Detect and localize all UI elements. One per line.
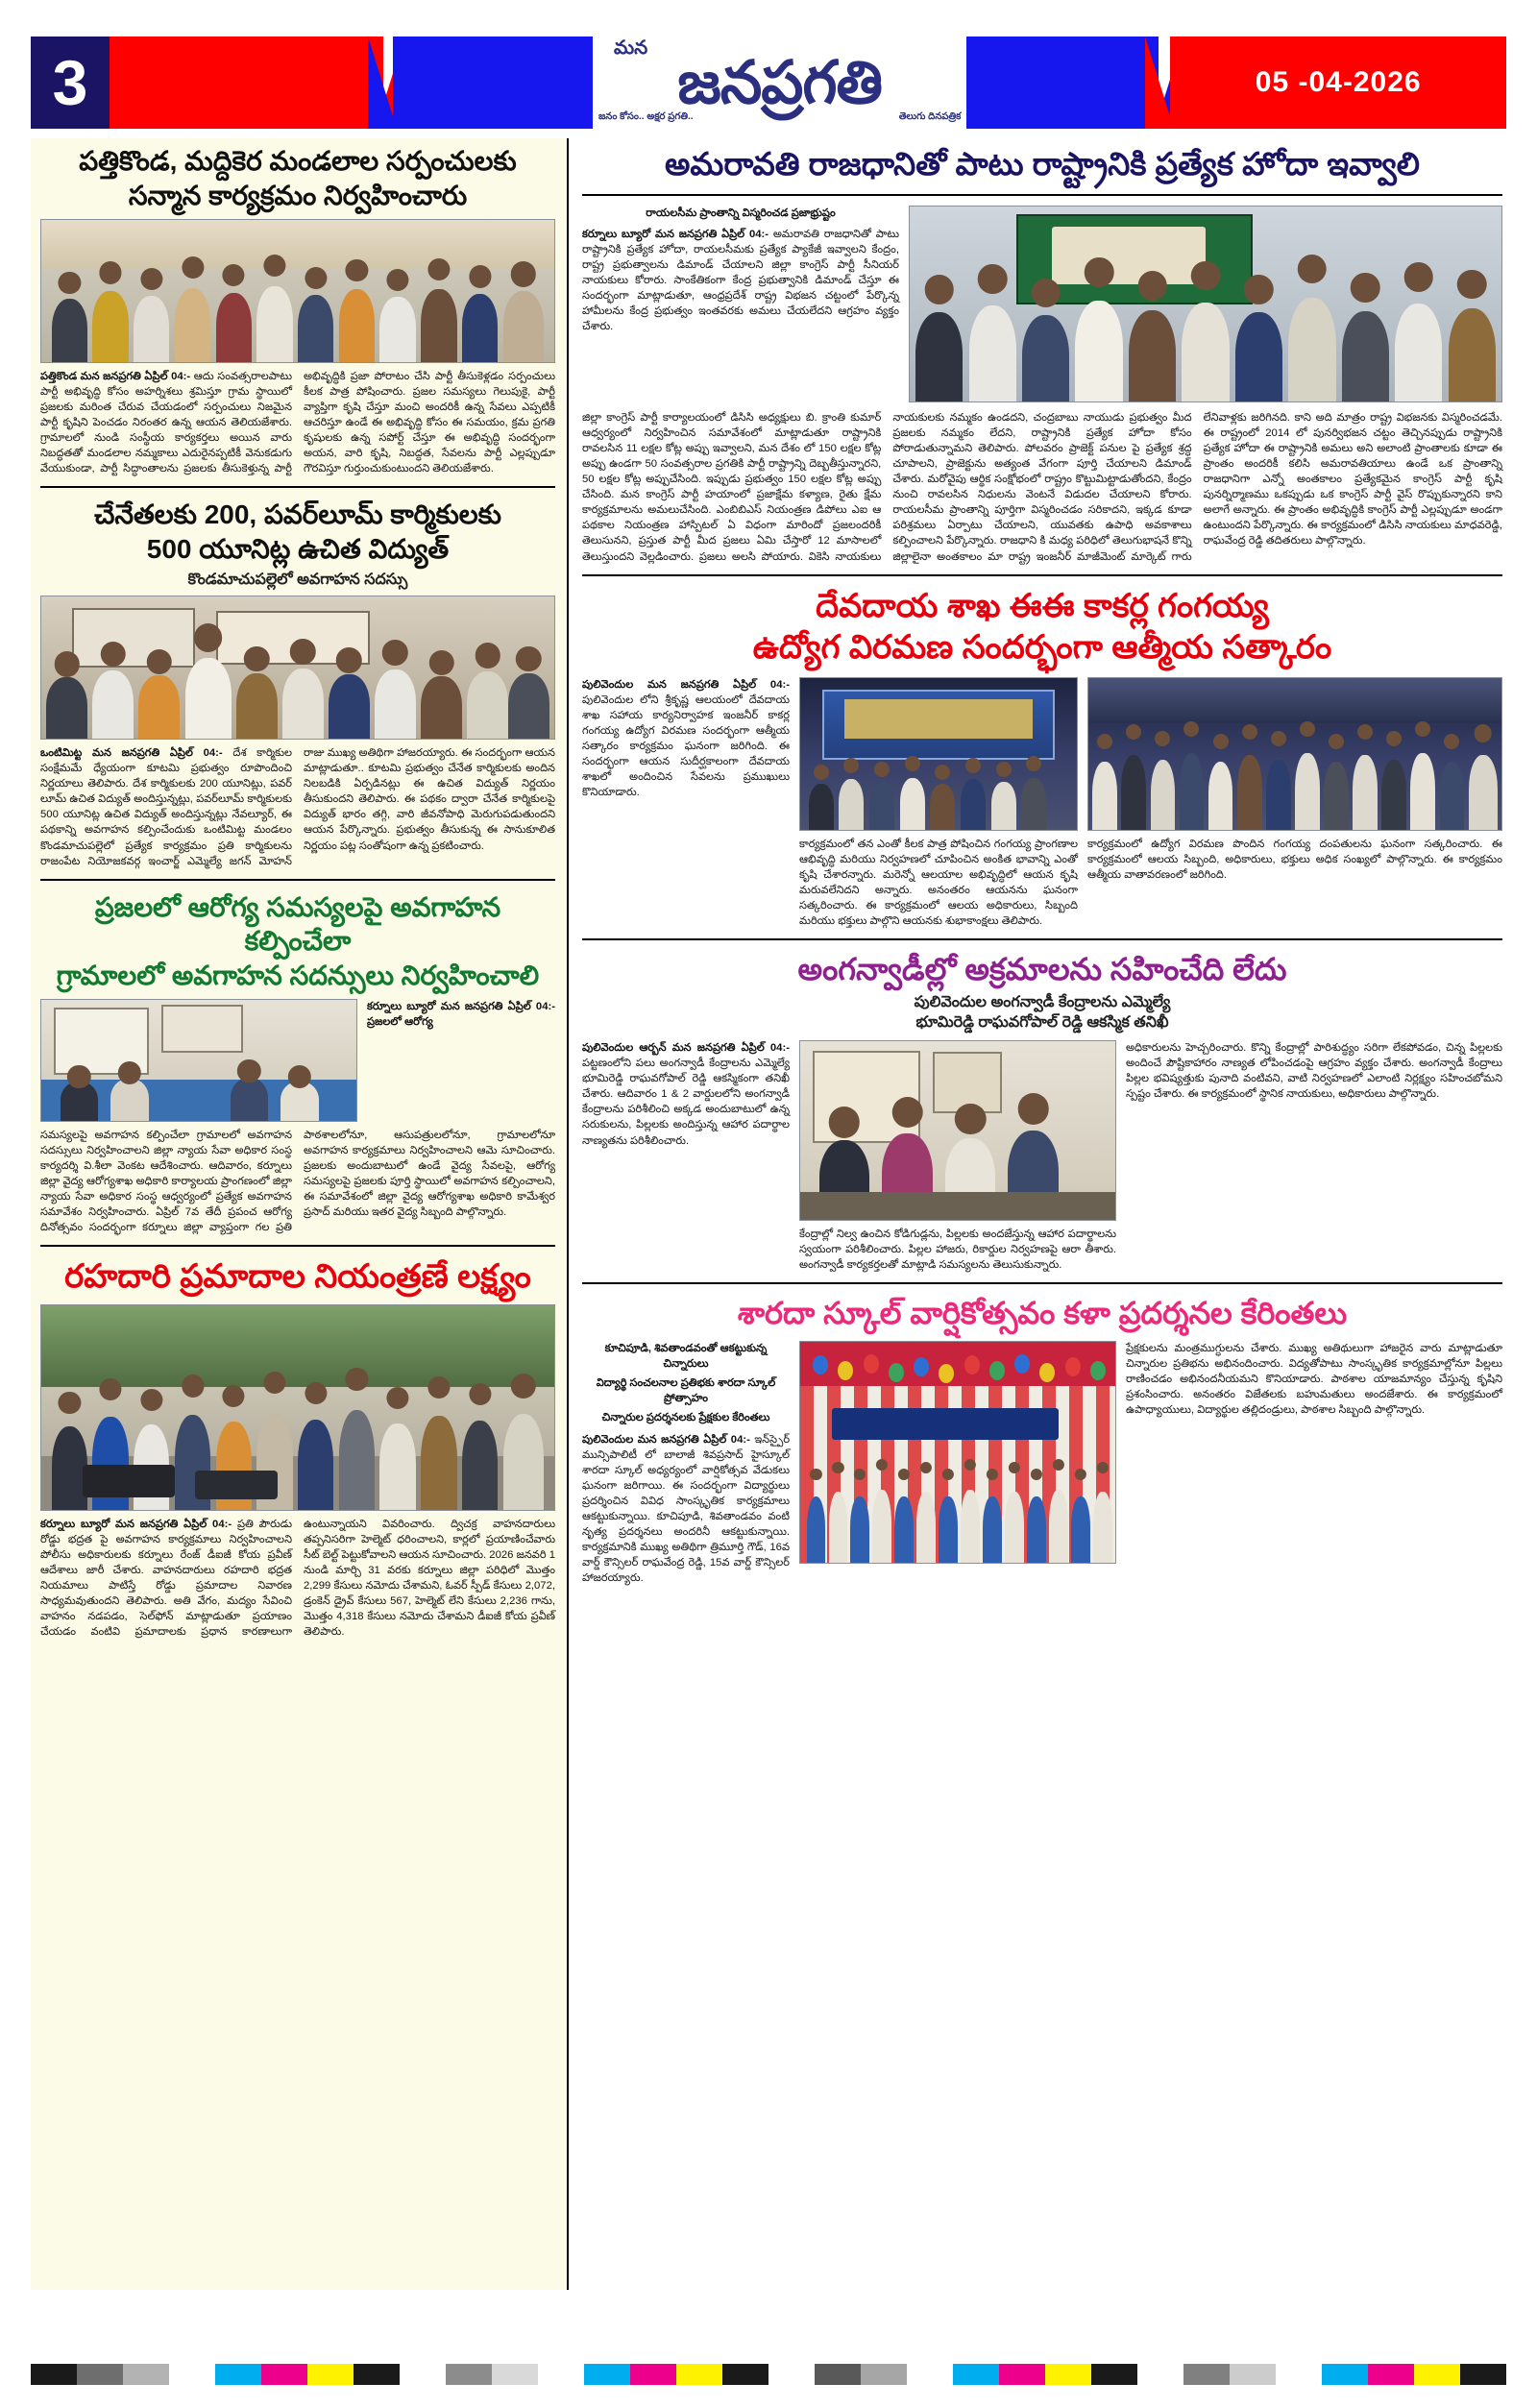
photo-people [41,274,554,362]
body-copy: ప్రతి పౌరుడు రోడ్డు భద్రత పై అవగాహన కార్యక్రమాలు నిర్వహించాలని పోలీసు అధికారులకు కర్నూలు రేంజ్ డీఐజీ కోయ ప్రవీణ్ ఆదేశాలు జారీ చేశారు. వాహనదారులు రహదారి భద్రత నియమాలు పాటిస్తే రోడ్డు ప్రమాదాల నివారణ సాధ్యమవుతుందని తెలిపారు. అతి వేగం, మద్యం సేవించి వాహనం నడపడం, సెల్‌ఫోన్ మాట్లాడుతూ ప్రయాణం చేయడం వంటివి ప్రమాదాలకు ప్రధాన కారణాలుగా ఉంటున్నాయని వివరించారు. ద్విచక్ర వాహనదారులు తప్పనిసరిగా హెల్మెట్ ధరించాలని, కార్లలో ప్రయాణించేవారు సీట్ బెల్ట్ పెట్టుకోవాలని ఆయన సూచించారు. 2026 జనవరి 1 నుండి మార్చి 31 వరకు కర్నూలు జిల్లా పరిధిలో మొత్తం 2,299 కేసులు నమోదు చేశామని, ఓవర్ స్పీడ్ కేసులు 2,072, డ్రంకెన్ డ్రైవ్ కేసులు 567, హెల్మెట్ లేని కేసులు 2,236 గాను, మొత్తం 4,318 కేసులు నమోదు చేశామని డీఐజీ కోయ ప్రవీణ్ తెలిపారు. [40,1518,555,1639]
body-copy: పట్టణంలోని పలు అంగన్వాడీ కేంద్రాలను ఎమ్మెల్యే భూమిరెడ్డి రాఘవగోపాల్ రెడ్డి ఆకస్మికంగా తనిఖీ చేశారు. ఆదివారం 1 & 2 వార్డులలోని అంగన్వాడీ కేంద్రాలను పరిశీలించి అక్కడ అందుబాటులో ఉన్న సరుకులను, పిల్లలకు అందిస్తున్న ఆహార పదార్థాల నాణ్యతను పరిశీలించారు. [582,1058,790,1147]
devadaya-photo-2-wrap [1087,677,1502,831]
color-swatch [861,2364,907,2385]
body-copy-col2: జిల్లా కాంగ్రెస్ పార్టీ కార్యాలయంలో డిసిసి అధ్యక్షులు బి. క్రాంతి కుమార్ ఆధ్వర్యంలో నిర్వహించిన సమావేశంలో మాట్లాడుతూ రాష్ట్రానికి రావలసిన 11 లక్షల కోట్ల అప్పు ఇవ్వాలని, మన దేశం లో 150 లక్షల కోట్ల అప్పు ఉండగా 50 సంవత్సరాల ప్రగతికి పార్టీ రాష్ట్రాన్ని దెబ్బతీస్తున్నారని, 50 లక్షల కోట్ల అప్పుచేసింది. ఇప్పుడు ప్రభుత్వం 150 లక్షల కోట్ల అప్పు చేసింది. మన కాంగ్రెస్ పార్టీ హయాంలో ప్రజాక్షేమ కళ్యాణ, రైతు క్షేమ కార్యక్రమాలను అమలుచేసింది. ఎంబిబిఎస్ నియంత్రణ డిపోలు ఎఐ ఆ పథకాల నియంత్రణ హాస్పిటల్ ఏ విధంగా మారిందో ప్రజలందరికీ తెలుసునని, ప్రస్తుత పార్టీ మీద ప్రజలు ఏమి చేస్తారో 12 మాసాలలో తెలుస్తుందని వెల్లడించారు. [582,412,882,563]
headline-line-1: చేనేతలకు 200, పవర్‌లూమ్ కార్మికులకు [94,499,501,529]
color-swatch [400,2364,446,2385]
photo-and-lead [40,999,555,1122]
color-swatch [446,2364,492,2385]
color-swatch [815,2364,861,2385]
article-body [40,1128,555,1235]
dateline: పులివెందుల ఆర్బన్ మన జనప్రగతి ఏప్రిల్ 04:- [582,1042,790,1055]
color-swatch [1045,2364,1091,2385]
color-swatch [953,2364,999,2385]
headline-line-1: పత్తికొండ, మద్దికెర మండలాల సర్పంచులకు [79,146,517,176]
devadaya-text-col1 [582,677,790,831]
masthead-red-band-right [1170,36,1506,129]
devadaya-lower-cols [582,837,1502,929]
subheadline: కొండమాచుపల్లెలో అవగాహన సదస్సు [187,571,408,588]
page-number-badge: 3 [31,36,110,129]
anganwadi-photo-wrap [799,1040,1116,1221]
subhead-line-2: భూమిరెడ్డి రాఘవగోపాల్ రెడ్డి ఆకస్మిక తనిఖీ [915,1013,1169,1031]
anganwadi-row [582,1040,1502,1221]
headline-line-1: దేవదాయ శాఖ ఈఈ కాకర్ల గంగయ్య [816,587,1269,624]
dateline: పులివెందుల మన జనప్రగతి ఏప్రిల్ 04:- [582,678,790,691]
article-anganwadi-inspection [582,950,1502,1274]
article-photo [40,999,357,1122]
article-photo [1087,677,1502,831]
article-body-rest [582,410,1502,564]
sarada-subheads [582,1341,790,1585]
color-swatch [768,2364,815,2385]
edition-date: 05 -04-2026 [1255,66,1422,98]
article-body [40,369,555,476]
section-divider [40,486,555,488]
dateline: కర్నూలు బ్యూరో మన జనప్రగతి ఏప్రిల్ 04:- [40,1518,232,1530]
color-swatch [215,2364,261,2385]
subhead-line-2: విద్యార్థి సంచలనాల ప్రతిభకు శారదా స్కూల్ ప్రోత్సాహం [596,1377,776,1405]
dateline: పత్తికొండ మన జనప్రగతి ఏప్రిల్ 04:- [40,370,191,382]
section-divider [582,1282,1502,1284]
newspaper-page [0,36,1537,2408]
body-copy-col4: రాజధాని కి మధ్య పరిధిలో తెలుగుభాషనే కొన్ని జిల్లాలైనా అంతకాలం మా రాష్ట్ర ఇంజనీర్ మాజీమెంట్ మార్కెట్ గారు లేనివాళ్లకు జరిగినది. కాని అది మాత్రం రాష్ట్ర విభజనకు విస్మరించడమే. ఈ రాష్ట్రంలో 2014 లో పునర్విభజన చట్టం తెచ్చినప్పుడు రాష్ట్రానికి ప్రత్యేక హోదా ఈ రాష్ట్రానికి అమలు అని అలాంటి ప్రాంతాలకు కూడా ఈ ప్రాంతం అందరికీ కలిసి అమరావతియాలు ఉండే ఒక ప్రాంతాన్ని రాజధానిగా ఎన్నో అంతకాలం ప్రత్యేకమైన కాంగ్రెస్ పార్టీ కృషి పునర్నిర్మాణము ఒకప్పుడు ఒక కాంగ్రెస్ పార్టీ వైస్ రొప్పుకున్నారని కాని అలాగే అన్నారు. ఈ ప్రాంతం అభివృద్ధికి కాంగ్రెస్ పార్టీ ఎల్లప్పుడూ అండగా ఉంటుందని పేర్కొన్నారు. ఈ కార్యక్రమంలో డిసిసి నాయకులు మాధవరెడ్డి, రాఘవేంద్ర రెడ్డి తదితరులు పాల్గొన్నారు. [892,412,1502,563]
color-swatch [169,2364,215,2385]
headline-line-2: ఉద్యోగ విరమణ సందర్భంగా ఆత్మీయ సత్కారం [752,629,1332,667]
subhead-line-1: పులివెందుల అంగన్వాడీ కేంద్రాలను ఎమ్మెల్యే [914,993,1171,1010]
section-divider [40,1245,555,1247]
subhead-line-3: చిన్నారుల ప్రదర్శనలకు ప్రేక్షకుల కేరింతలు [601,1412,770,1424]
color-swatch [630,2364,676,2385]
dateline: ఒంటిమిట్ట మన జనప్రగతి ఏప్రిల్ 04:- [40,747,223,760]
color-swatch [676,2364,722,2385]
article-body-col1 [582,1432,790,1586]
devadaya-photo-1-wrap [799,677,1078,831]
article-photo [40,1304,555,1511]
masthead-blue-band-left [393,36,593,129]
color-swatch [1414,2364,1460,2385]
devadaya-row [582,677,1502,831]
anganwadi-text-col1 [582,1040,790,1221]
sarada-photo-wrap [799,1341,1116,1585]
article-health-awareness [40,890,555,1236]
article-photo [799,677,1078,831]
masthead-logo [593,36,966,129]
body-copy: ఆదు సంవత్సరాలపాటు పార్టీ అభివృద్ధి కోసం అహర్నిశలు శ్రమిస్తూ గ్రామ స్థాయిలో ప్రజలకు మరింత చేరువ చేయడంలో సర్పంచులు నిజమైన పార్టీ కృషిని పెంచడం నిరంతర ఉన్న ఆయన తెలియజేశారు. గ్రామాలలో నుండి సంస్థీయ కార్యకర్తలు అయిన వారు నిబద్ధతతో మండలాల నమ్మకాలు ఎదురైనప్పటికీ వెనుకడుగు వేయుకుండా, పార్టీ సిద్ధాంతాలను ప్రజలకు తీసుకెళ్తున్న పార్టీ అభివృద్ధికి ప్రజా పోరాటం చేసి పార్టీ తీసుకెళ్లడం సర్పంచులు కీలక పాత్ర పోషించారు. ప్రజల సమస్యలు గెలుపుకై, పార్టీ వ్యాప్తిగా కృషి చేస్తూ మంచి అందరికీ ఉన్న సేవలు ఎప్పటికీ ఆచరిస్తూ ఉండే ఈ అభివృద్ధి కోసం ఈ సమయం, క్రమ ప్రగతి కృషులకు ఉన్న సపోర్ట్ చేస్తూ ఈ అభివృద్ధి సందర్భంగా అయన, వారి కృషి, నిబద్ధత, సేవలను పార్టీ ఎల్లప్పుడూ గౌరవిస్తూ గుర్తుంచుకుంటుందని తెలియజేశారు. [40,370,555,474]
dateline: పులివెందుల మన జనప్రగతి ఏప్రిల్ 04:- [582,1433,750,1446]
body-copy-col3: కార్యక్రమంలో ఉద్యోగ విరమణ పొందిన గంగయ్య దంపతులను ఘనంగా సత్కరించారు. ఈ కార్యక్రమంలో ఆలయ సిబ్బంది, అధికారులు, భక్తులు అధిక సంఖ్యలో పాల్గొన్నారు. ఈ కార్యక్రమం ఆత్మీయ వాతావరణంలో జరిగింది. [1087,838,1502,881]
anganwadi-lower [582,1227,1502,1273]
headline-line-1: ప్రజలలో ఆరోగ్య సమస్యలపై అవగాహన కల్పించేలా [94,891,501,957]
subheadline [582,993,1502,1034]
article-body [40,745,555,868]
section-divider [582,938,1502,940]
color-swatch [584,2364,630,2385]
headline-line-2: గ్రామాలలో అవగాహన సదన్సులు నిర్వహించాలి [56,961,540,991]
right-column [569,138,1506,2290]
tagline-left: జనం కోసం.. అక్షర ప్రగతి.. [598,110,694,122]
dateline: కర్నూలు బ్యూరో మన జనప్రగతి ఏప్రిల్ 04:- ప్రజలలో ఆరోగ్య [367,1001,555,1029]
color-swatch [1091,2364,1137,2385]
color-swatch [1276,2364,1322,2385]
article-body-col1 [582,227,899,334]
color-swatch [1230,2364,1276,2385]
subhead-line-1: కూచిపూడి, శివతాండవంతో ఆకట్టుకున్న చిన్నారులు [604,1343,768,1371]
masthead [31,36,1506,129]
article-amaravati-special-status [582,144,1502,565]
color-swatch [77,2364,123,2385]
color-swatch [307,2364,354,2385]
headline: రహదారి ప్రమాదాల నియంత్రణే లక్ష్యం [64,1258,531,1296]
section-divider [40,879,555,881]
article-photo [799,1040,1116,1221]
lead-paragraph [367,999,555,1122]
body-copy: సమస్యలపై అవగాహన కల్పించేలా గ్రామాలలో అవగాహన సదస్సులు నిర్వహించాలని జిల్లా న్యాయ సేవా అధికార సంస్థ కార్యదర్శి వి.శీలా వెంకట ఆదేశించారు. ఆదివారం, కర్నూలు జిల్లా వైద్య ఆరోగ్యశాఖ అధికారి కార్యాలయ ప్రాంగణంలో జిల్లా న్యాయ సేవా అధికార సంస్థ ఆధ్వర్యంలో ప్రత్యేక అవగాహన సమావేశం నిర్వహించారు. ఏప్రిల్ 7వ తేదీ ప్రపంచ ఆరోగ్య దినోత్సవం సందర్భంగా కర్నూలు జిల్లా వ్యాప్తంగా గల ప్రతి పాఠశాలలోనూ, ఆసుపత్రులలోనూ, గ్రామాలలోనూ అవగాహన కార్యక్రమాలు నిర్వహించాలని ఆమె సూచించారు. ప్రజలకు అందుబాటులో ఉండే వైద్య సేవలపై, ఆరోగ్య సమస్యలపై ప్రజలకు పూర్తి స్థాయిలో అవగాహన కల్పించాలని, ఈ సమావేశంలో జిల్లా వైద్య ఆరోగ్యశాఖ అధికారి కామేశ్వర ప్రసాద్ మరియు ఇతర వైద్య సిబ్బంది పాల్గొన్నారు. [40,1130,555,1234]
kicker-and-photo [582,206,1502,402]
logo-prefix: మన [614,37,648,59]
article-body [40,1517,555,1640]
color-registration-bar [31,2364,1506,2385]
left-column [31,138,569,2290]
sarada-row [582,1341,1502,1585]
headline: అమరావతి రాజధానితో పాటు రాష్ట్రానికి ప్రత్యేక హోదా ఇవ్వాలి [665,146,1420,182]
body-copy-col2: కార్యక్రమంలో తన ఎంతో కీలక పాత్ర పోషించిన గంగయ్య ప్రాంగణాల ఆభివృద్ధి మరియు నిర్వహణలో చూపించిన అంకిత భావాన్ని ఎంతో కృషి చేశారన్నారు. మరెన్నో ఆలయాల అభివృద్ధిలో ఆయన కృషి మరువలేనిదని అన్నారు. అనంతరం ఆయనను ఘనంగా సత్కరించారు. ఈ కార్యక్రమంలో ఆలయ అధికారులు, సిబ్బంది మరియు భక్తులు పాల్గొని ఆయనకు శుభాకాంక్షలు తెలిపారు. [799,838,1078,927]
headline: శారదా స్కూల్ వార్షికోత్సవం కళా ప్రదర్శనల కేరింతలు [737,1296,1348,1331]
article-free-power [40,498,555,869]
article-photo [909,206,1502,402]
color-swatch [1137,2364,1183,2385]
color-swatch [492,2364,538,2385]
color-swatch [354,2364,400,2385]
body-copy: పులివెందుల లోని శ్రీకృష్ణ ఆలయంలో దేవదాయ శాఖ సహాయ కార్యనిర్వాహక ఇంజనీర్ కాకర్ల గంగయ్య ఉద్యోగ విరమణ సందర్భంగా ఆత్మీయ సత్కారం కార్యక్రమం ఘనంగా జరిగింది. ఈ సందర్భంగా ఆయన సుదీర్ఘకాలంగా దేవదాయ శాఖలో అందించిన సేవలను ప్రముఖులు కొనియాడారు. [582,693,790,798]
article-photo [40,596,555,740]
body-copy-col2: ప్రేక్షకులను మంత్రముగ్ధులను చేశారు. ముఖ్య అతిథులుగా హాజరైన వారు మాట్లాడుతూ చిన్నారుల ప్రతిభను అభినందించారు. విద్యతోపాటు సాంస్కృతిక కార్యక్రమాల్లోనూ పిల్లలు రాణించడం అభినందనీయమని కొనియాడారు. పాఠశాల యాజమాన్యం చేస్తున్న కృషిని ప్రశంసించారు. అనంతరం విజేతలకు బహుమతులు అందజేశారు. ఈ కార్యక్రమంలో ఉపాధ్యాయులు, విద్యార్థుల తల్లిదండ్రులు, పాఠశాల సిబ్బంది పాల్గొన్నారు. [1126,1343,1502,1417]
article-road-safety [40,1256,555,1640]
color-swatch [123,2364,169,2385]
headline: అంగన్వాడీల్లో అక్రమాలను సహించేది లేదు [797,951,1287,986]
body-copy: దేశ కార్మికుల సంక్షేమమే ధ్యేయంగా కూటమి ప్రభుత్వం రూపొందించి నిర్ణయాలు తెలిపారు. దేశ కార్మికులకు 200 యూనిట్లు, పవర్ లూమ్ ఉచిత విద్యుత్ అందిస్తున్నట్లు, పవర్‌లూమ్ కార్మికులకు 500 యూనిట్ల ఉచిత విద్యుత్ అందిస్తున్నట్లు నేవల్యూర్, ఈ పథకాన్ని అవగాహన కల్పించేందుకు ఒంటిమిట్ట మండలం కొండమాచుపల్లెలో ప్రత్యేక కార్యక్రమం ప్రతి కార్మికులను రాజంపేట నియోజకవర్గ ఇంచార్జ్ ఎమ్మెల్యే జగన్ మోహన్ రాజు ముఖ్య అతిథిగా హాజరయ్యారు. ఈ సందర్భంగా ఆయన మాట్లాడుతూ.. కూటమి ప్రభుత్వం చేనేత కార్మికులకు అందిన నిలబడికి ఏర్పడినట్లు ఈ ఉచిత విద్యుత్ నిర్ణయం తీసుకుందని తెలిపారు. ఈ పథకం ద్వారా చేనేత కార్మికులపై విద్యుత్ భారం తగ్గి, వారి జీవనోపాధి మెరుగుపడుతుందని ఆయన పేర్కొన్నారు. ప్రభుత్వం తీసుకున్న ఈ సానుకూలిత నిర్ణయం పట్ల సంతోషంగా ఉన్న ప్రకటించారు. [40,747,555,867]
page-content [31,138,1506,2290]
body-copy: ఇన్‌స్పైర్ మున్సిపాలిటీ లో బాలాజీ శివప్రసాద్ హైస్కూల్ శారదా స్కూల్ అధ్యర్యంలో వార్షికోత్సవ వేడుకలు ఘనంగా జరిగాయి. ఈ సందర్భంగా విద్యార్థులు ప్రదర్శించిన వివిధ సాంస్కృతిక కార్యక్రమాలు ఆకట్టుకున్నాయి. కూచిపూడి, శివతాండవం వంటి నృత్య ప్రదర్శనలు అందరినీ ఆకట్టుకున్నాయి. కార్యక్రమానికి ముఖ్య అతిథిగా త్రిమూర్తి గౌడ్, 16వ వార్డ్ కౌన్సిలర్ రాఘవేంద్ర రెడ్డి, 15వ వార్డ్ కౌన్సిలర్ హాజరయ్యారు. [582,1433,791,1584]
color-swatch [1183,2364,1230,2385]
tagline-right: తెలుగు దినపత్రిక [898,110,962,122]
kicker: రాయలసీమ ప్రాంతాన్ని విస్మరించడ ప్రజాభ్రుష్టం [646,207,836,220]
headline [40,498,555,567]
color-swatch [999,2364,1045,2385]
article-devadaya-felicitation [582,586,1502,929]
logo-taglines [593,110,966,124]
article-sarpanch-felicitation [40,144,555,476]
color-swatch [538,2364,584,2385]
color-swatch [261,2364,307,2385]
section-divider [582,574,1502,576]
headline-line-2: సన్మాన కార్యక్రమం నిర్వహించారు [128,180,468,210]
photo-balloons [800,1351,1115,1409]
logo-title: జనప్రగతి [677,50,882,116]
article-photo [40,219,555,363]
body-copy-col2: కేంద్రాల్లో నిల్వ ఉంచిన కోడిగుడ్లను, పిల్లలకు అందజేస్తున్న ఆహార పదార్థాలను స్వయంగా పరిశీలించారు. పిల్లల హాజరు, రికార్డుల నిర్వహణపై ఆరా తీశారు. అంగన్వాడీ కార్యకర్తలతో మాట్లాడి సమస్యలను తెలుసుకున్నారు. [799,1228,1116,1272]
color-swatch [1322,2364,1368,2385]
body-copy-col3: అధికారులను హెచ్చరించారు. కొన్ని కేంద్రాల్లో పారిశుద్ధ్యం సరిగా లేకపోవడం, చిన్న పిల్లలకు అందించే పౌష్టికాహారం నాణ్యత లోపించడంపై ఆగ్రహం వ్యక్తం చేశారు. అంగన్వాడీ కేంద్రాలు పిల్లల భవిష్యత్తుకు పునాది వంటివని, వాటి నిర్వహణలో ఎలాంటి నిర్లక్ష్యం సహించబోమని స్పష్టం చేశారు. ఈ కార్యక్రమంలో స్థానిక నాయకులు, అధికారులు పాల్గొన్నారు. [1126,1042,1502,1101]
headline [40,890,555,993]
body-copy-col3: ప్రజలు అలసి పోయారు. వికెసి నాయకులు నాయకులకు నమ్మకం ఉండదని, చంద్రబాబు నాయుడు ప్రభుత్వం మీద ప్రజలకు నమ్మకం లేదని, రాష్ట్రానికి ప్రత్యేక హోదా కోసం పోరాడుతున్నామని తెలిపారు. పోలవరం ప్రాజెక్ట్ పనుల పై ప్రత్యేక శ్రద్ధ చూపాలని, ప్రాజెక్టును అత్యంత వేగంగా పూర్తి చేయాలని డిమాండ్ చేశారు. మరోవైపు ఆర్థిక సంక్షోభంలో రాష్ట్రం కొట్టుమిట్టాడుతోందని, కేంద్రం నుంచి రావలసిన నిధులను వెంటనే విడుదల చేయాలని కోరారు. రాయలసీమ ప్రాంతాన్ని పూర్తిగా విస్మరించడం సరికాదని, ఇక్కడ కూడా పరిశ్రమలు ఏర్పాటు చేయాలని, యువతకు ఉపాధి అవకాశాలు కల్పించాలని పేర్కొన్నారు. [698,412,1192,563]
photo-people [41,651,554,740]
masthead-red-band-left [110,36,383,129]
headline [40,144,555,213]
color-swatch [1368,2364,1414,2385]
kicker-block [582,206,899,402]
color-swatch [31,2364,77,2385]
color-swatch [907,2364,953,2385]
body-copy: అమరావతి రాజధానితో పాటు రాష్ట్రానికి ప్రత్యేక హోదా, రాయలసీమకు ప్రత్యేక ప్యాకేజీ ఇవ్వాలని కేంద్రం, రాష్ట్ర ప్రభుత్వాలను డిమాండ్ చేయాలని జిల్లా కాంగ్రెస్ పార్టీ సీనియర్ నాయకులు కోరారు. సాంకేతికంగా కేంద్ర ప్రభుత్వానికి డిమాండ్ చేస్తూ ఈ సందర్భంగా మాట్లాడుతూ, ఆంధ్రప్రదేశ్ రాష్ట్ర విభజన చట్టంలో పేర్కొన్న హామీలను కేంద్ర ప్రభుత్వం ఇంతవరకు అమలు చేయలేదని ఆగ్రహం వ్యక్తం చేశారు. [582,229,900,333]
photo-block [909,206,1502,402]
color-swatch [1460,2364,1506,2385]
section-divider [582,194,1502,196]
dateline: కర్నూలు బ్యూరో మన జనప్రగతి ఏప్రిల్ 04:- [582,229,769,241]
article-photo [799,1341,1116,1564]
masthead-blue-band-right [966,36,1159,129]
article-sarada-school-annual-day [582,1294,1502,1585]
headline-line-2: 500 యూనిట్ల ఉచిత విద్యుత్ [146,533,450,564]
color-swatch [722,2364,768,2385]
headline [582,586,1502,669]
